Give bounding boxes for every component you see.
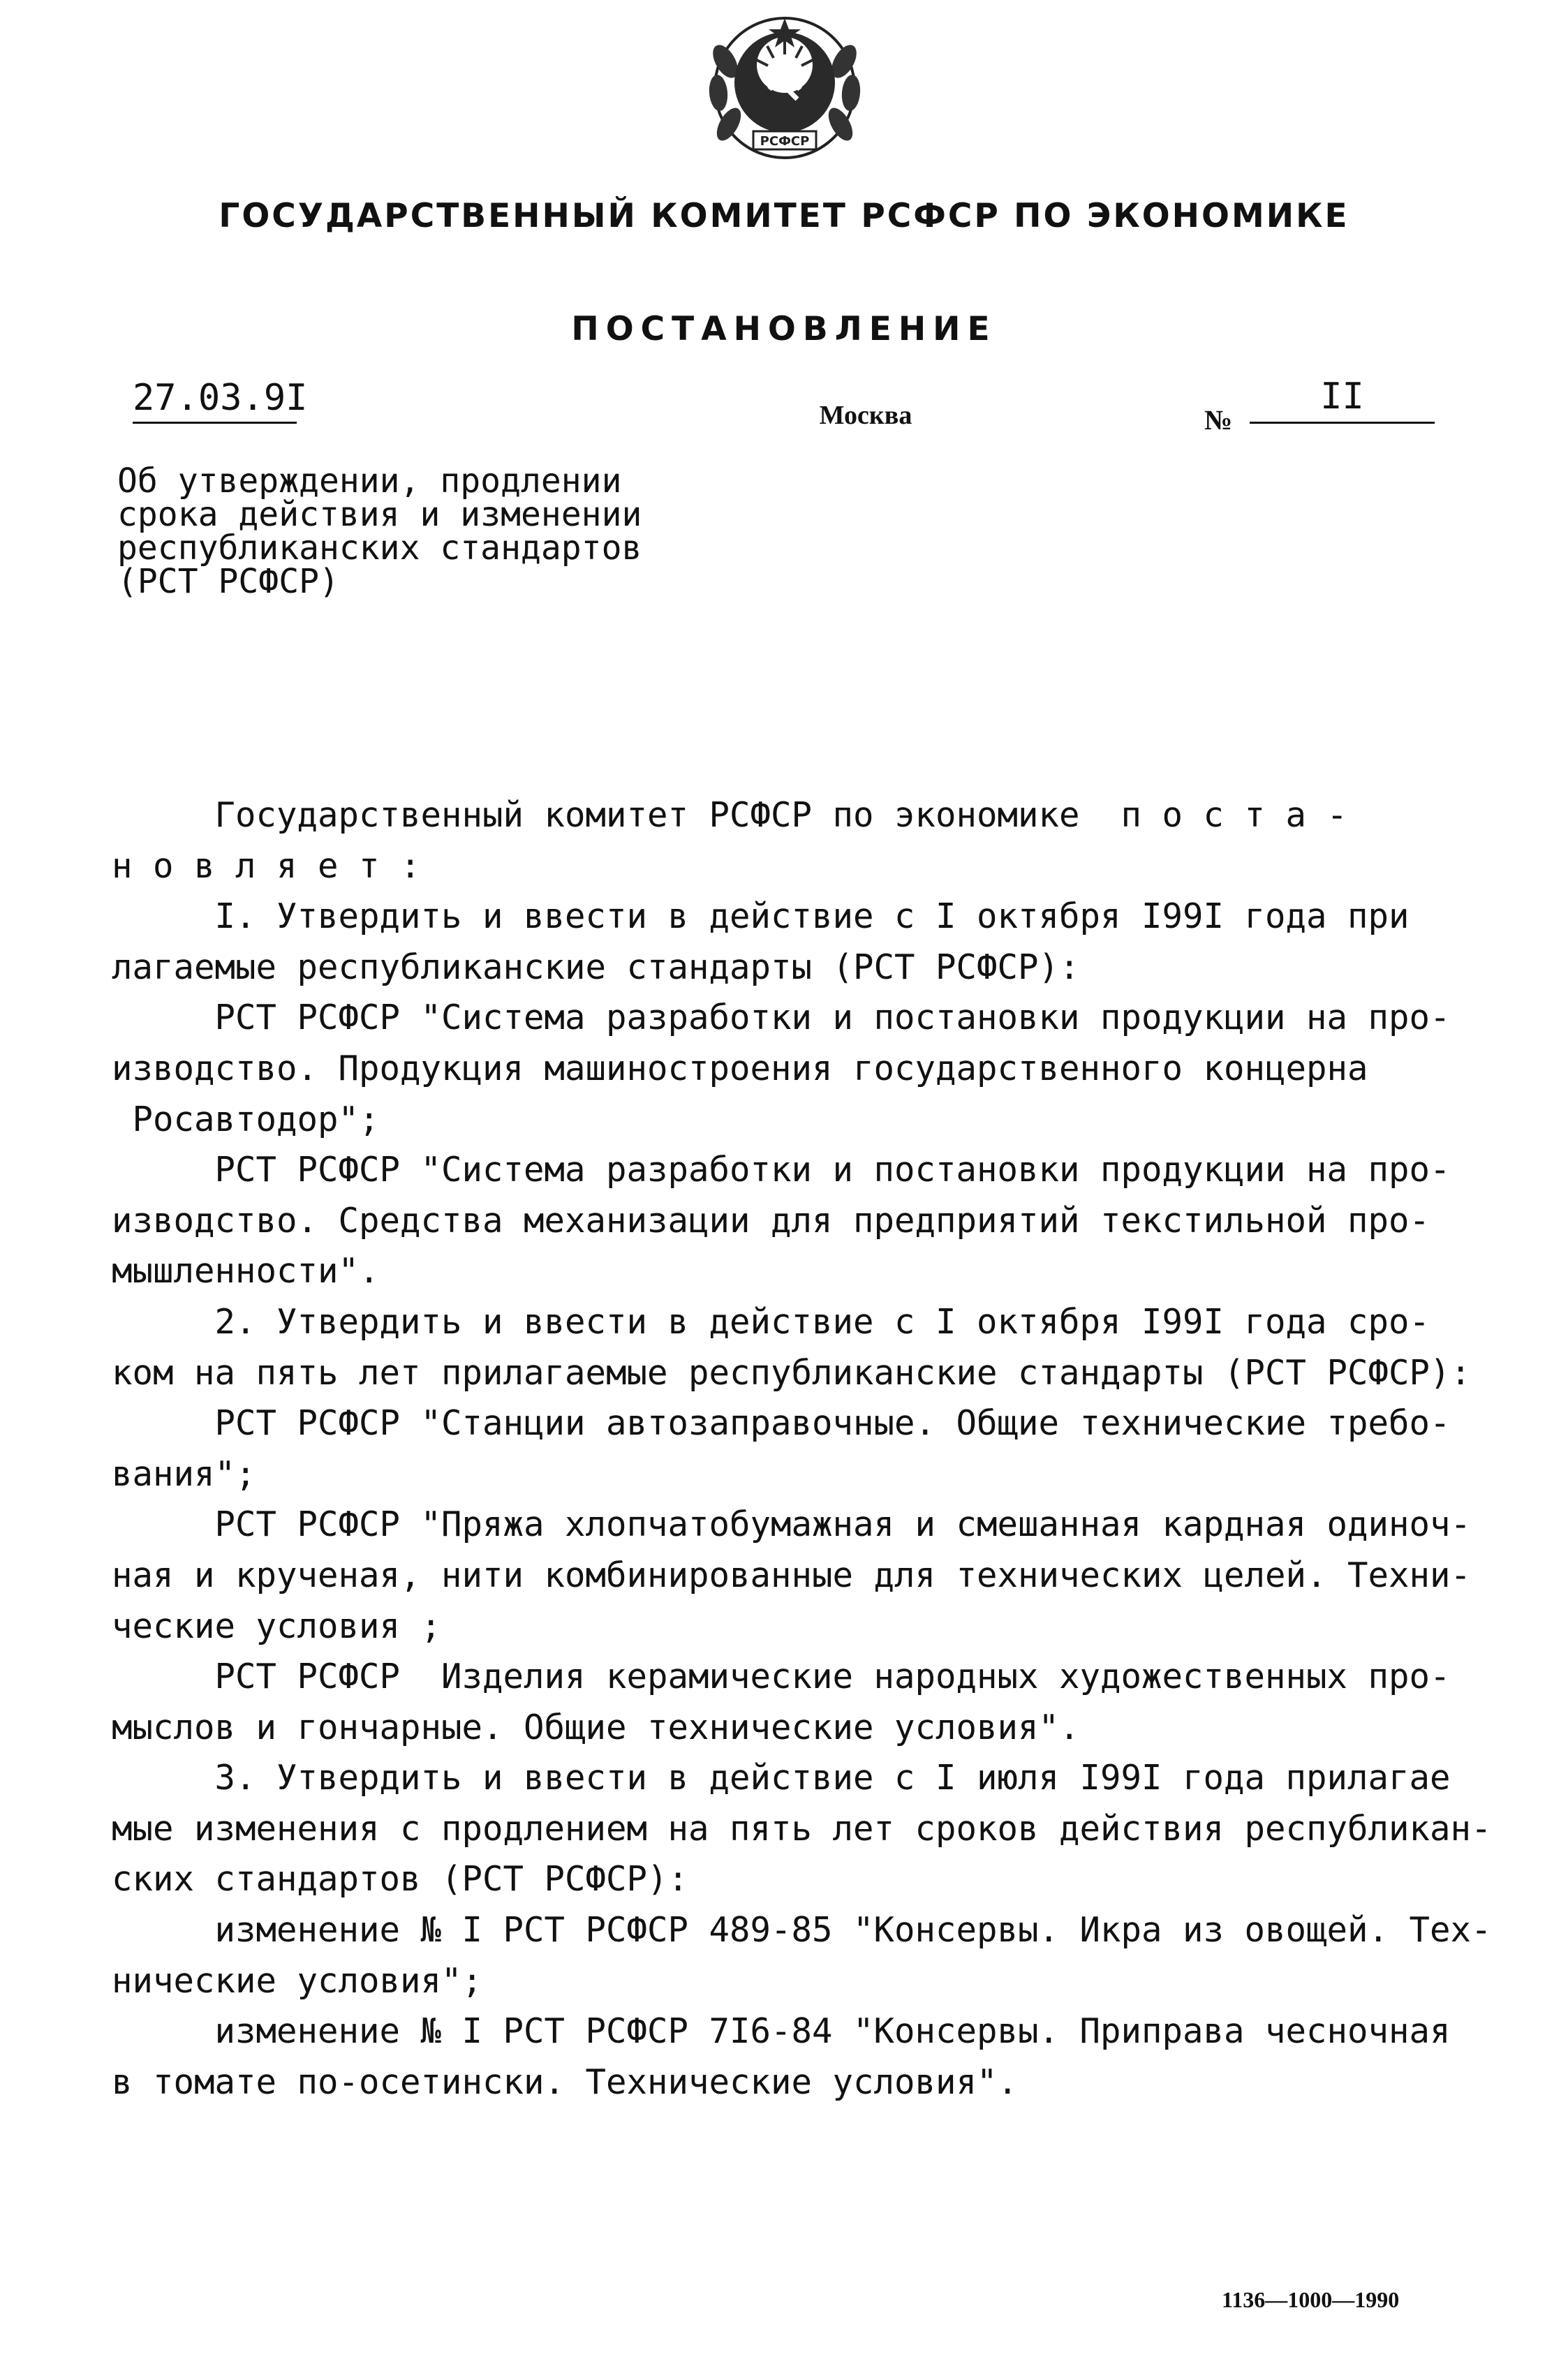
- body-line: ком на пять лет прилагаемые республиканские стандарты (РСТ РСФСР):: [112, 1352, 1472, 1393]
- svg-text:РСФСР: РСФСР: [760, 134, 810, 149]
- coat-of-arms-icon: [701, 6, 868, 166]
- print-code: 1136—1000—1990: [1222, 2287, 1400, 2312]
- body-line: в томате по-осетински. Технические условия".: [112, 2062, 1019, 2102]
- body-line: Государственный комитет РСФСР по экономике п о с т а -: [112, 795, 1348, 835]
- body-line: н о в л я е т :: [112, 845, 421, 886]
- body-line: изменение № I РСТ РСФСР 7I6-84 "Консервы. Приправа чесночная: [112, 2011, 1451, 2052]
- document-city: Москва: [819, 401, 912, 430]
- body-line: РСТ РСФСР Изделия керамические народных художественных про-: [112, 1657, 1451, 1697]
- body-line: изводство. Продукция машиностроения государственного концерна: [112, 1048, 1368, 1088]
- body-line: мышленности".: [112, 1251, 380, 1292]
- body-line: ная и крученая, нити комбинированные для технических целей. Техни-: [112, 1555, 1472, 1595]
- body-line: 2. Утвердить и ввести в действие с I октября I99I года сро-: [112, 1301, 1430, 1342]
- body-line: ческие условия ;: [112, 1606, 442, 1646]
- body-line: нические условия";: [112, 1960, 483, 2001]
- subject-line: Об утверждении, продлении: [117, 461, 622, 501]
- body-line: изменение № I РСТ РСФСР 489-85 "Консервы. Икра из овощей. Тех-: [112, 1910, 1492, 1951]
- document-date: 27.03.9I: [133, 377, 297, 424]
- body-line: Росавтодор";: [112, 1099, 380, 1139]
- subject-line: (РСТ РСФСР): [117, 562, 339, 601]
- body-line: ских стандартов (РСТ РСФСР):: [112, 1859, 689, 1900]
- body-line: I. Утвердить и ввести в действие с I октября I99I года при: [112, 896, 1410, 937]
- body-line: мые изменения с продлением на пять лет сроков действия республикан-: [112, 1808, 1492, 1849]
- subject-line: республиканских стандартов: [117, 528, 642, 568]
- body-line: изводство. Средства механизации для предприятий текстильной про-: [112, 1200, 1430, 1241]
- document-number: II: [1250, 376, 1435, 424]
- body-line: РСТ РСФСР "Система разработки и постановки продукции на про-: [112, 1150, 1451, 1190]
- body-line: мыслов и гончарные. Общие технические условия".: [112, 1707, 1080, 1747]
- body-line: 3. Утвердить и ввести в действие с I июля I99I года прилагае: [112, 1758, 1451, 1798]
- document-type: ПОСТАНОВЛЕНИЕ: [571, 310, 997, 348]
- organization-title: ГОСУДАРСТВЕННЫЙ КОМИТЕТ РСФСР ПО ЭКОНОМИКЕ: [219, 197, 1349, 235]
- body-line: РСТ РСФСР "Станции автозаправочные. Общие технические требо-: [112, 1403, 1451, 1444]
- body-line: вания";: [112, 1453, 256, 1494]
- number-sign: №: [1204, 404, 1233, 436]
- body-line: РСТ РСФСР "Пряжа хлопчатобумажная и смешанная кардная одиноч-: [112, 1504, 1472, 1545]
- subject-line: срока действия и изменении: [117, 495, 642, 534]
- document-subject: [117, 461, 642, 601]
- body-line: РСТ РСФСР "Система разработки и постановки продукции на про-: [112, 998, 1451, 1038]
- body-line: лагаемые республиканские стандарты (РСТ РСФСР):: [112, 947, 1080, 987]
- document-body: [112, 790, 1492, 2108]
